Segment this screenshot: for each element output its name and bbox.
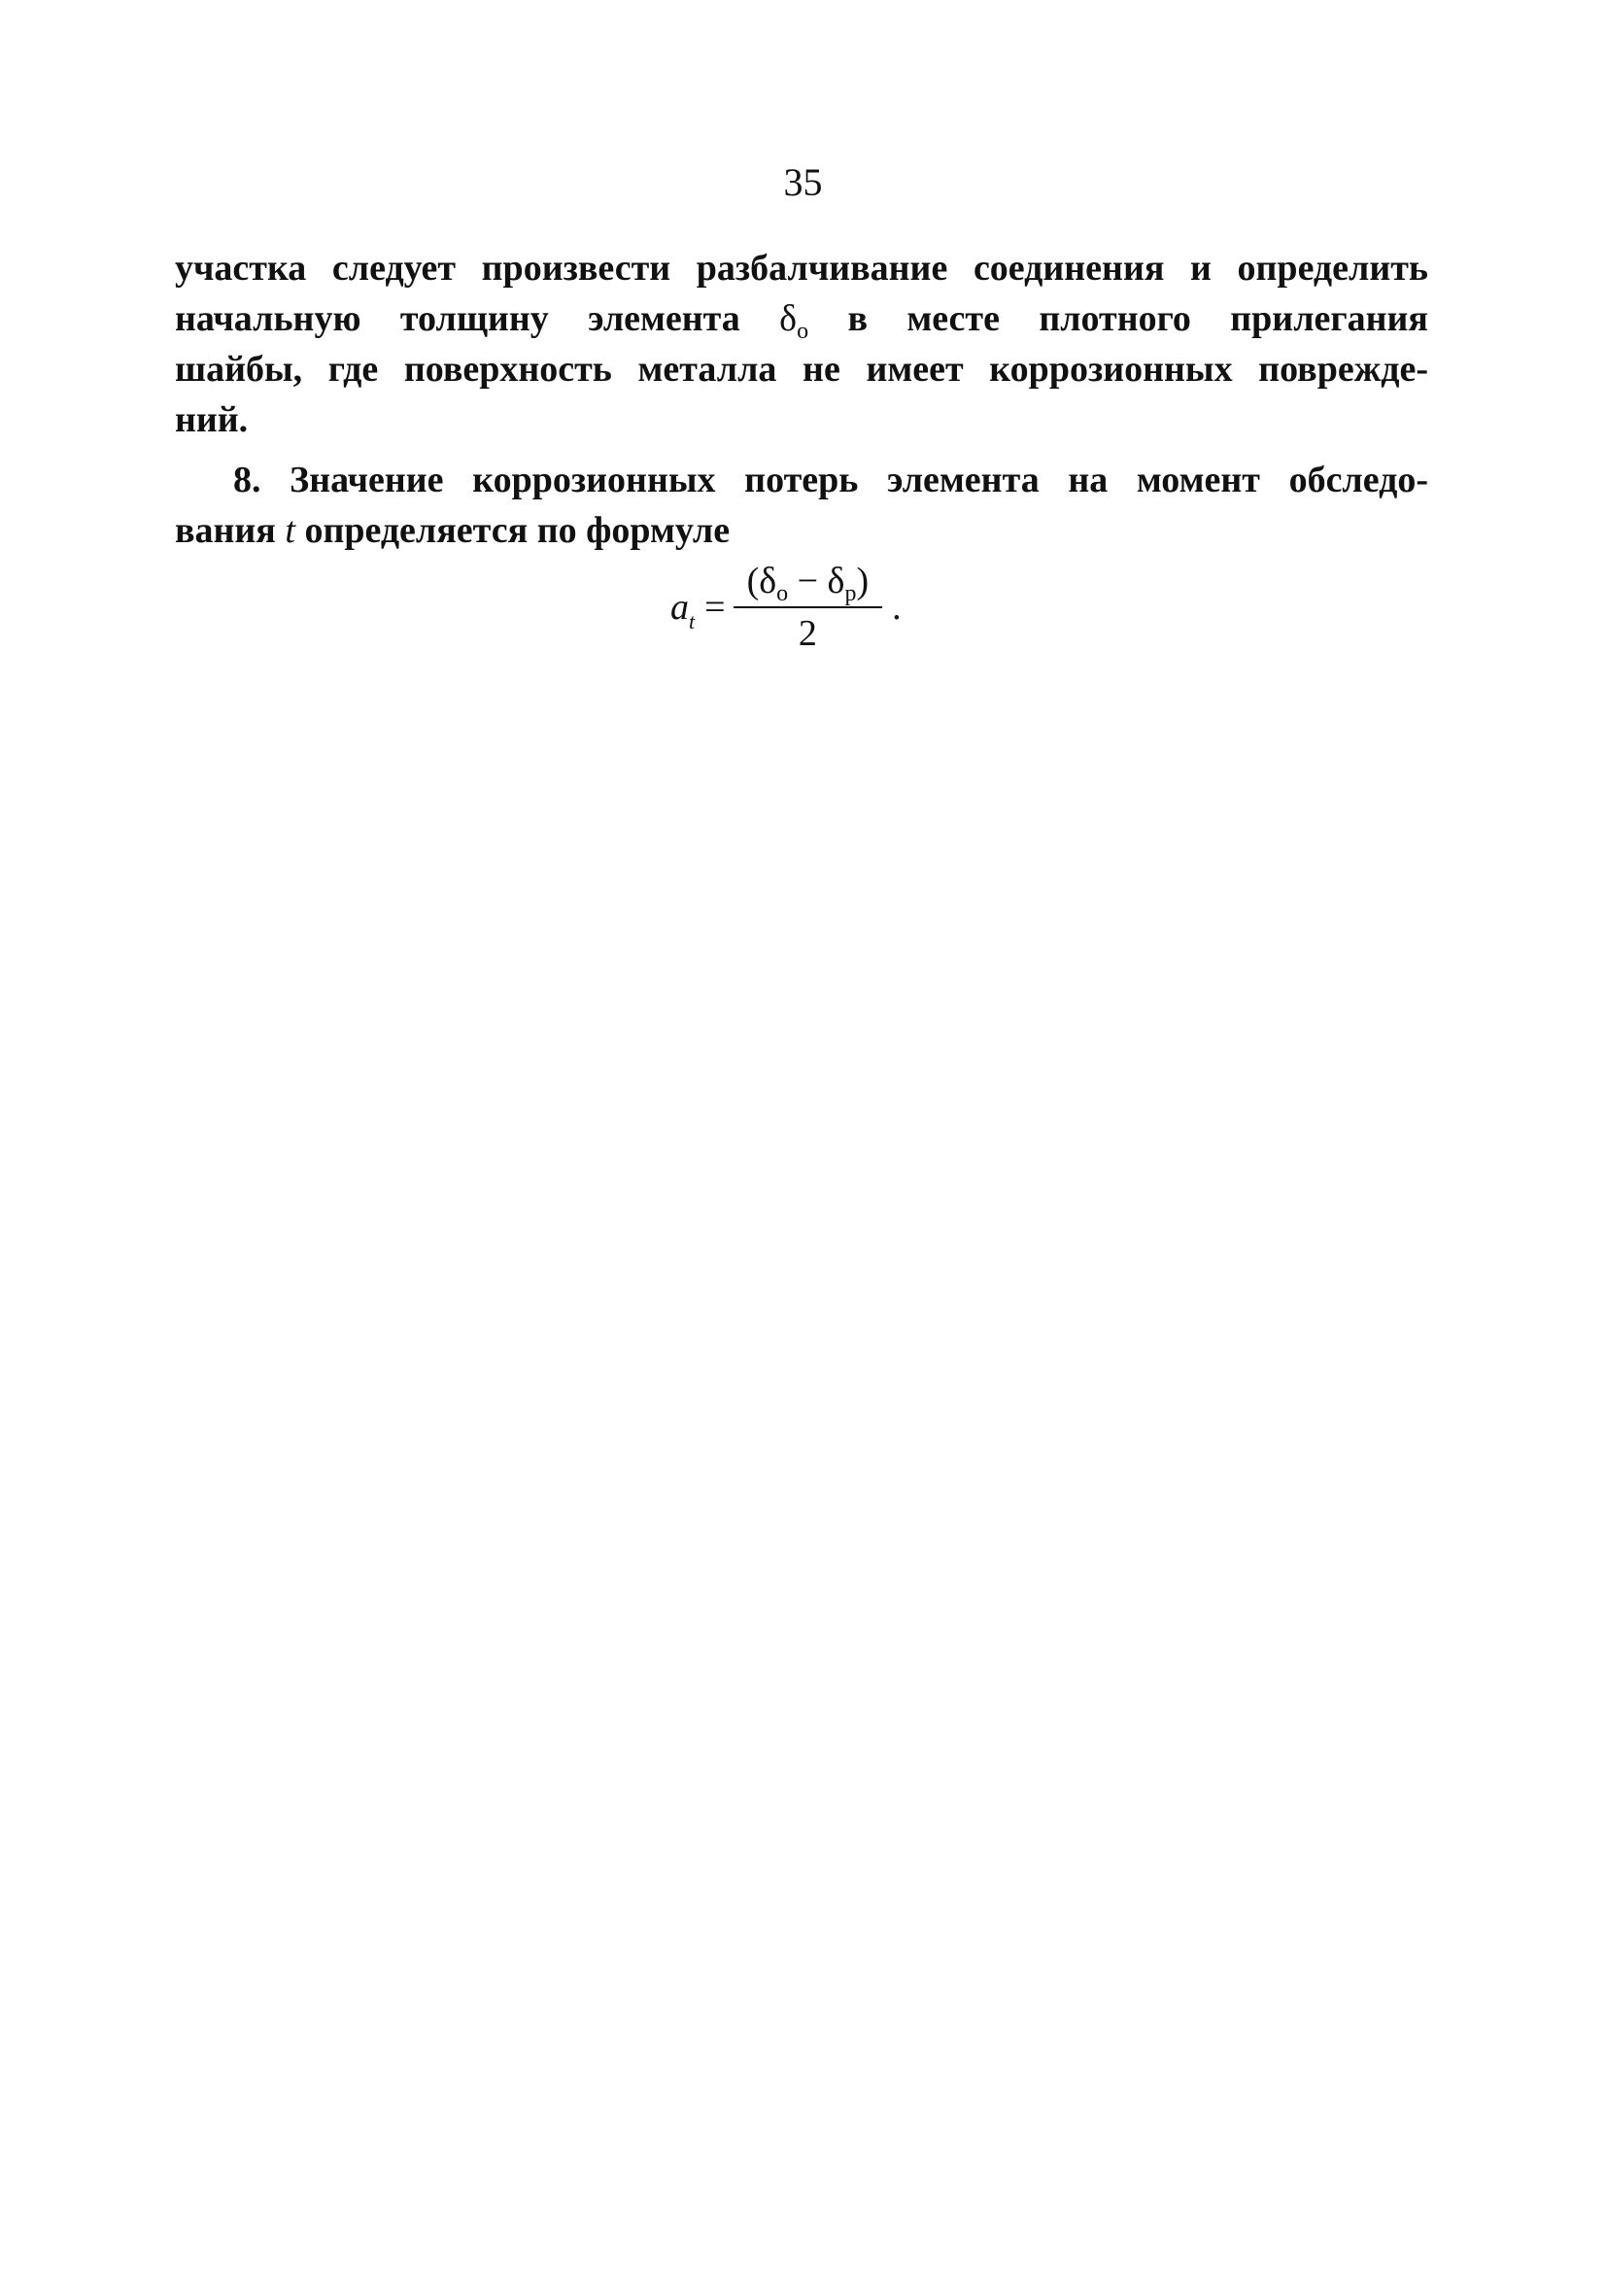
formula-fraction xyxy=(734,560,883,655)
delta-subscript: о xyxy=(797,319,809,344)
body-text xyxy=(175,243,1428,556)
paragraph-1-line-3: шайбы, где поверхность металла не имеет коррозионных поврежде- xyxy=(175,349,1428,390)
paragraph-1-line-2 xyxy=(175,293,1428,344)
corrosion-loss-formula xyxy=(670,549,902,666)
variable-t: t xyxy=(285,510,295,551)
paragraph-1-line-2-text-after: в месте плотного прилегания xyxy=(847,298,1428,339)
formula-lhs-variable: a xyxy=(670,587,689,628)
paragraph-1-line-4: ний. xyxy=(175,399,249,440)
numerator-open: (δ xyxy=(746,561,777,601)
page-number: 35 xyxy=(783,160,823,204)
formula-denominator: 2 xyxy=(798,613,817,654)
formula-lhs-subscript: t xyxy=(689,609,696,634)
numerator-subscript-1: о xyxy=(776,581,789,606)
numerator-close: ) xyxy=(856,561,870,601)
paragraph-1-line-2-text-before: начальную толщину элемента xyxy=(175,298,740,339)
delta-o-symbol xyxy=(779,298,809,344)
formula-terminator: . xyxy=(892,587,902,628)
delta-symbol: δ xyxy=(779,298,798,339)
paragraph-2-line-2-text-before: вания xyxy=(175,510,276,551)
formula-numerator xyxy=(734,560,883,606)
paragraph-1-line-1: участка следует произвести разбалчивание соединения и определить xyxy=(175,248,1428,289)
numerator-subscript-2: р xyxy=(844,581,857,606)
paragraph-2-line-2-text-after: определяется по формуле xyxy=(304,510,731,551)
formula-lhs xyxy=(670,586,696,634)
formula-equals-sign: = xyxy=(704,587,726,628)
numerator-minus-delta: − δ xyxy=(788,561,845,601)
paragraph-2-line-1: 8. Значение коррозионных потерь элемента на момент обследо- xyxy=(233,460,1428,500)
